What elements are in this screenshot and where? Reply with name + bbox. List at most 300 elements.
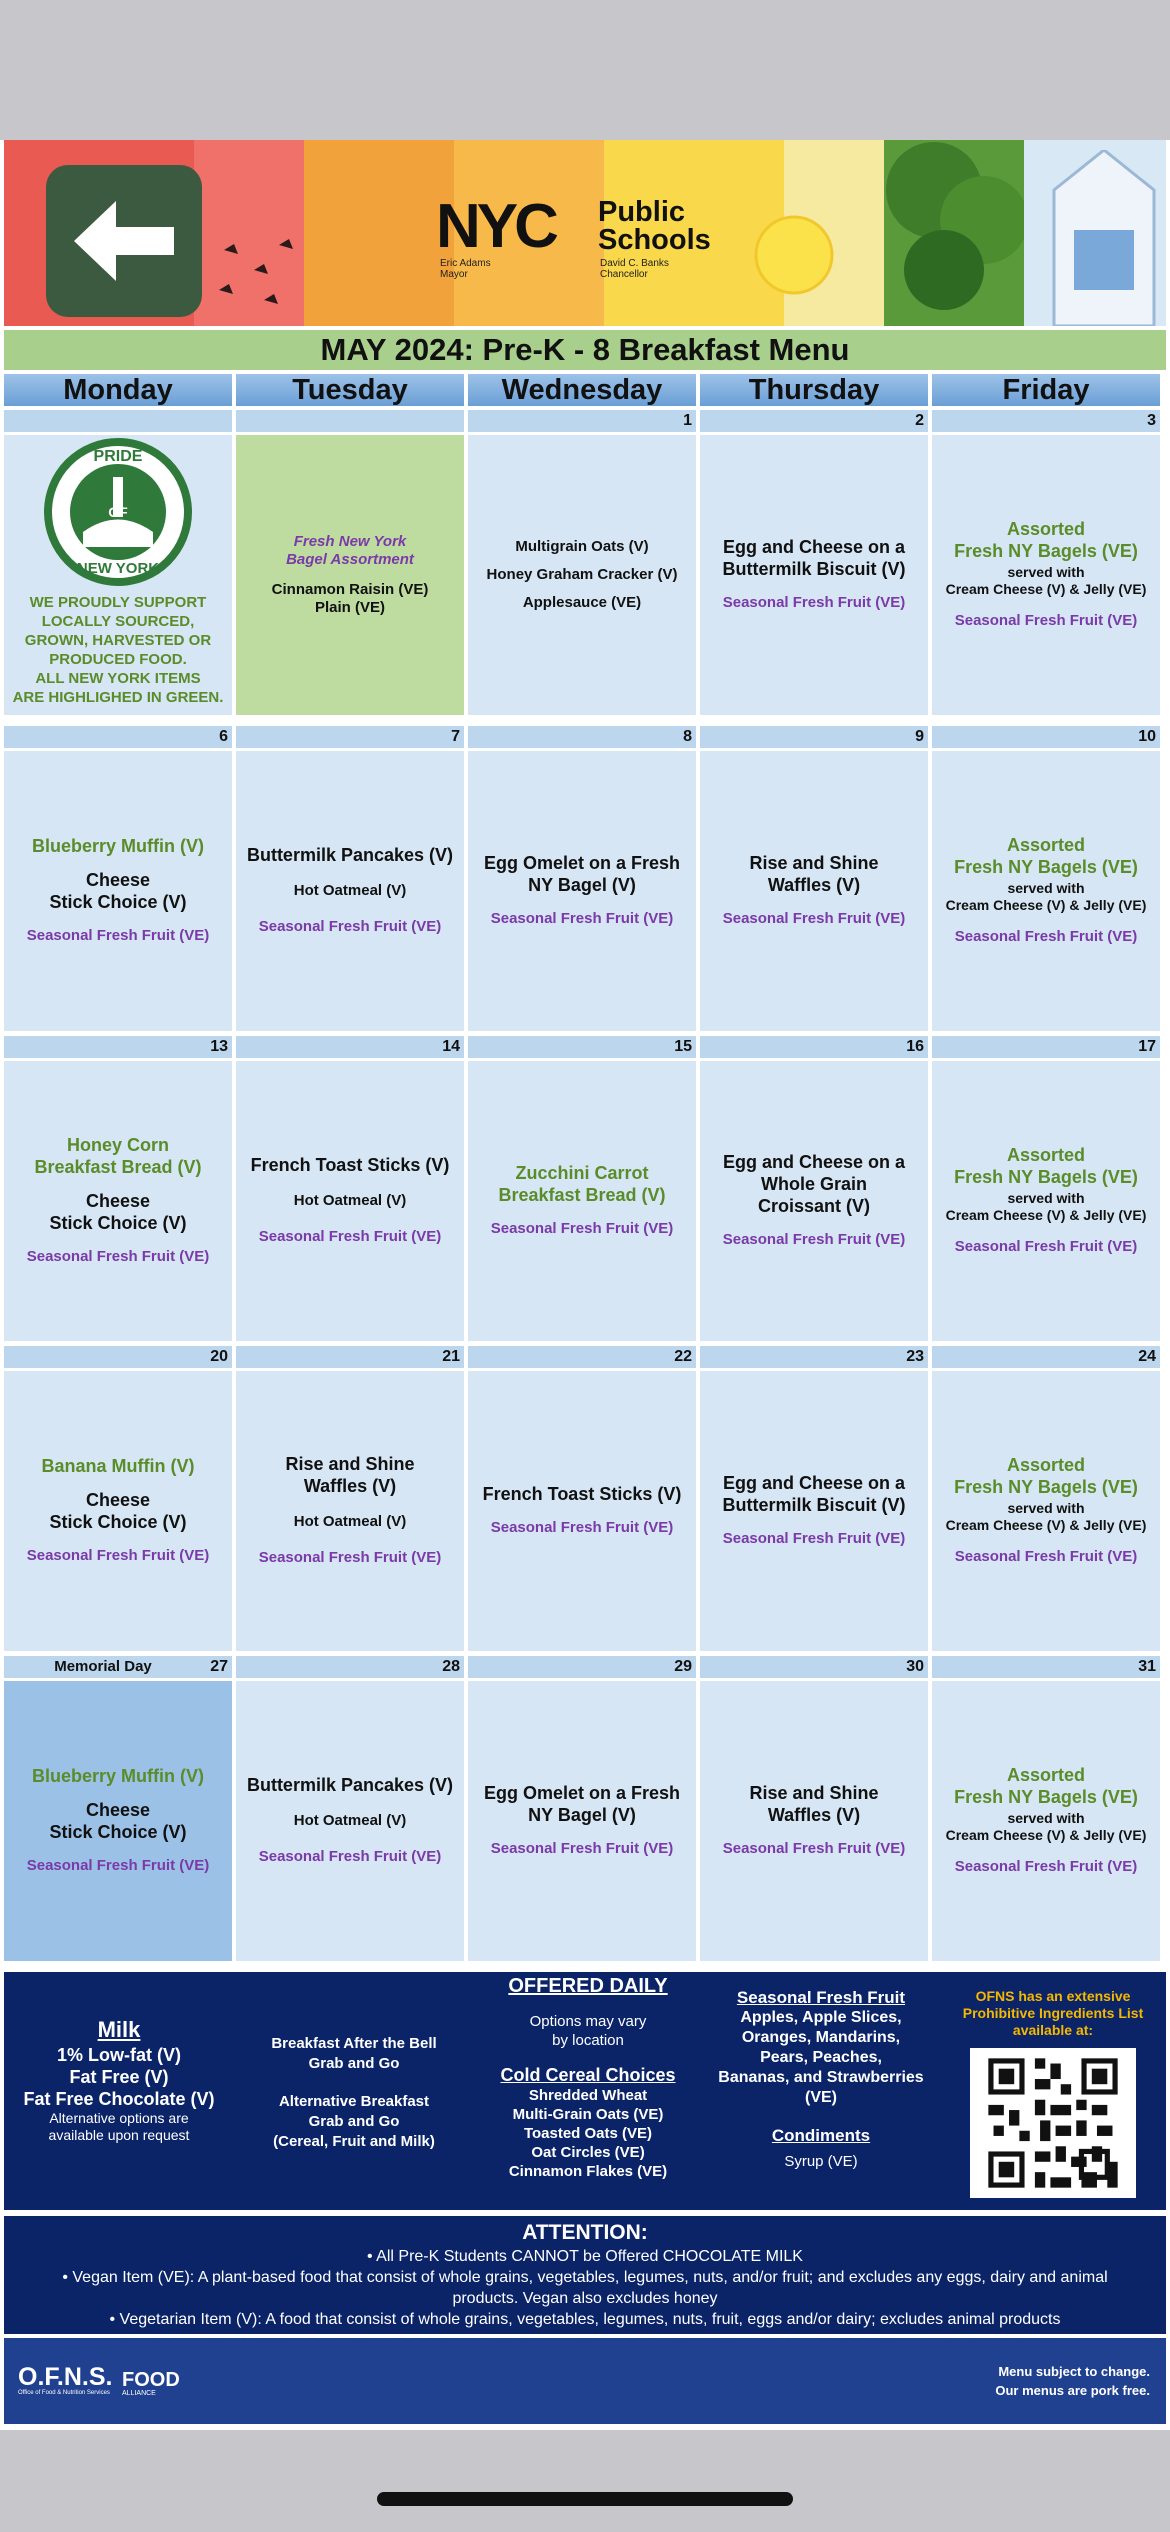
offered-note — [470, 2012, 706, 2050]
served-with-group — [946, 1190, 1147, 1224]
menu-cell — [932, 1061, 1160, 1341]
seasonal-fruit-label: Seasonal Fresh Fruit (VE) — [954, 1238, 1138, 1255]
date-row — [236, 1346, 464, 1368]
cereal-item: Toasted Oats (VE) — [523, 2125, 653, 2142]
chancellor-title: Chancellor — [600, 269, 648, 280]
menu-item-group — [49, 1799, 186, 1843]
menu-item-line: Buttermilk Biscuit (V) — [722, 1495, 906, 1515]
home-indicator[interactable] — [377, 2492, 793, 2506]
cereal-items — [470, 2086, 706, 2181]
seasonal-fruit-label: Seasonal Fresh Fruit (VE) — [258, 1549, 442, 1566]
food-alliance-logo — [122, 2370, 180, 2397]
pride-of-new-york-logo — [43, 437, 193, 587]
ny-item-line: Assorted — [1006, 835, 1085, 855]
breakfast-options-block — [238, 2034, 470, 2152]
ny-item-line: Fresh NY Bagels (VE) — [954, 541, 1138, 561]
date-number: 24 — [1138, 1348, 1156, 1365]
menu-cell — [236, 1371, 464, 1651]
menu-cell — [4, 1061, 232, 1341]
ny-bagel-heading — [286, 533, 414, 569]
logo-schools-text: Schools — [598, 224, 711, 256]
footer-note-line: Menu subject to change. — [998, 2364, 1150, 2379]
fruit-items — [704, 2008, 938, 2108]
ny-item-line: Breakfast Bread (V) — [498, 1185, 666, 1205]
seasonal-fruit-label: Seasonal Fresh Fruit (VE) — [258, 1848, 442, 1865]
seasonal-fruit-label: Seasonal Fresh Fruit (VE) — [722, 1231, 906, 1248]
date-row — [4, 726, 232, 748]
date-number: 21 — [442, 1348, 460, 1365]
menu-item-line: Stick Choice (V) — [49, 1213, 187, 1233]
pride-logo-text: PRIDE — [93, 448, 143, 465]
seasonal-fruit-label: Seasonal Fresh Fruit (VE) — [490, 1519, 674, 1536]
chancellor-credit — [600, 258, 669, 280]
menu-item-group — [484, 852, 680, 896]
date-number: 3 — [1147, 412, 1156, 429]
nyc-public-schools-logo — [436, 192, 736, 280]
footer-bar — [4, 2338, 1166, 2424]
pride-statement-line: LOCALLY SOURCED, — [41, 613, 195, 630]
menu-item-group — [722, 1472, 905, 1516]
menu-item-line: Croissant (V) — [757, 1196, 870, 1216]
ny-item-line: Honey Corn — [66, 1135, 169, 1155]
after-bell-line: Breakfast After the Bell — [271, 2035, 437, 2052]
ny-item-group — [498, 1162, 665, 1206]
ny-item-group — [954, 834, 1138, 878]
menu-item-line: Stick Choice (V) — [49, 892, 187, 912]
milk-title: Milk — [97, 2017, 141, 2042]
banner — [4, 140, 1166, 326]
pride-logo-text: NEW YORK — [76, 560, 160, 577]
attention-line: • All Pre-K Students CANNOT be Offered CHOCOLATE MILK — [367, 2248, 803, 2265]
fruit-item: Oranges, Mandarins, — [741, 2029, 901, 2046]
menu-cell — [700, 435, 928, 715]
menu-item-line: French Toast Sticks (V) — [482, 1484, 682, 1504]
ny-item-line: Breakfast Bread (V) — [34, 1157, 202, 1177]
pride-statement — [13, 593, 224, 707]
menu-item-group — [749, 1782, 878, 1826]
milk-item: 1% Low-fat (V) — [57, 2045, 181, 2065]
menu-item-line: Egg and Cheese on a — [722, 1152, 906, 1172]
menu-item-line: Cheese — [85, 1490, 151, 1510]
menu-cell — [700, 1681, 928, 1961]
served-with-group — [946, 880, 1147, 914]
menu-cell — [236, 1681, 464, 1961]
day-header-monday: Monday — [4, 374, 232, 406]
menu-item-group — [483, 1483, 682, 1505]
ny-item-group — [954, 1144, 1138, 1188]
cereal-item: Cinnamon Flakes (VE) — [508, 2163, 668, 2180]
seasonal-fruit-label: Seasonal Fresh Fruit (VE) — [954, 612, 1138, 629]
offered-note-line: Options may vary — [529, 2013, 647, 2030]
seasonal-fruit-label: Seasonal Fresh Fruit (VE) — [722, 1840, 906, 1857]
menu-cell — [468, 1371, 696, 1651]
cereal-item: Shredded Wheat — [528, 2087, 648, 2104]
date-row — [468, 410, 696, 432]
menu-document — [0, 140, 1170, 2430]
menu-cell — [468, 1061, 696, 1341]
pride-statement-line: GROWN, HARVESTED OR — [24, 632, 212, 649]
date-row — [700, 1656, 928, 1678]
menu-item-line: NY Bagel (V) — [528, 1805, 636, 1825]
logo-public-text: Public — [598, 196, 686, 228]
menu-item-line: Buttermilk Biscuit (V) — [722, 559, 906, 579]
menu-cell — [468, 1681, 696, 1961]
seasonal-fruit-label: Seasonal Fresh Fruit (VE) — [490, 1840, 674, 1857]
date-row — [932, 1656, 1160, 1678]
date-row — [468, 1036, 696, 1058]
menu-item-group — [723, 1151, 905, 1217]
day-header-wednesday: Wednesday — [468, 374, 696, 406]
seasonal-fruit-label: Seasonal Fresh Fruit (VE) — [722, 1530, 906, 1547]
menu-item-line: Cheese — [85, 1800, 151, 1820]
chancellor-name: David C. Banks — [600, 258, 669, 269]
pride-statement-line: PRODUCED FOOD. — [49, 651, 187, 668]
date-row — [932, 1346, 1160, 1368]
milk-item: Fat Free (V) — [69, 2067, 169, 2087]
menu-title: MAY 2024: Pre-K - 8 Breakfast Menu — [4, 330, 1166, 370]
broccoli-art — [884, 140, 1024, 326]
ny-item-line: Banana Muffin (V) — [41, 1456, 195, 1476]
date-number: 30 — [906, 1658, 924, 1675]
menu-item-line: Buttermilk Pancakes (V) — [246, 1775, 454, 1795]
day-header-tuesday: Tuesday — [236, 374, 464, 406]
seasonal-fruit-label: Seasonal Fresh Fruit (VE) — [26, 1248, 210, 1265]
ny-item-group — [32, 835, 204, 857]
date-row — [4, 1036, 232, 1058]
served-with-line: served with — [1007, 1190, 1085, 1206]
condiments-items — [704, 2152, 938, 2172]
menu-item-line: Buttermilk Pancakes (V) — [246, 845, 454, 865]
ofns-note-line: Prohibitive Ingredients List — [962, 2005, 1144, 2021]
menu-item-line: Waffles (V) — [767, 1805, 861, 1825]
date-number: 13 — [210, 1038, 228, 1055]
menu-item-line: Rise and Shine — [749, 1783, 879, 1803]
ofns-note-line: OFNS has an extensive — [975, 1988, 1131, 2004]
menu-item-line: Multigrain Oats (V) — [515, 538, 649, 555]
served-with-line: Cream Cheese (V) & Jelly (VE) — [945, 1827, 1147, 1843]
mayor-credit — [440, 258, 491, 280]
attention-line: • Vegetarian Item (V): A food that consist of whole grains, vegetables, legumes, nuts, fruit, eggs and/or dairy; excludes animal products — [109, 2311, 1061, 2328]
egg-yolk-art — [744, 200, 844, 300]
date-row — [4, 410, 232, 432]
date-number: 20 — [210, 1348, 228, 1365]
condiment-item: Syrup (VE) — [784, 2153, 858, 2170]
attention-line: products. Vegan also excludes honey — [452, 2290, 718, 2307]
seasonal-fruit-label: Seasonal Fresh Fruit (VE) — [490, 1220, 674, 1237]
menu-item-line: Hot Oatmeal (V) — [293, 882, 407, 899]
date-number: 31 — [1138, 1658, 1156, 1675]
served-with-line: served with — [1007, 564, 1085, 580]
served-with-line: served with — [1007, 1810, 1085, 1826]
footer-note — [995, 2362, 1150, 2400]
date-number: 8 — [683, 728, 692, 745]
footer-note-line: Our menus are pork free. — [995, 2383, 1150, 2398]
menu-cell — [932, 435, 1160, 715]
ny-item-group — [954, 1454, 1138, 1498]
ny-item-line: Blueberry Muffin (V) — [31, 1766, 204, 1786]
date-number: 6 — [219, 728, 228, 745]
date-number: 10 — [1138, 728, 1156, 745]
ofns-logo: O.F.N.S. — [18, 2363, 113, 2391]
menu-item-line: Plain (VE) — [314, 599, 385, 616]
menu-item-line: Whole Grain — [760, 1174, 867, 1194]
fruit-item: Bananas, and Strawberries — [718, 2069, 924, 2086]
menu-item-line: Stick Choice (V) — [49, 1822, 187, 1842]
menu-item-line: Cinnamon Raisin (VE) — [271, 581, 429, 598]
menu-item-line: Stick Choice (V) — [49, 1512, 187, 1532]
holiday-label: Memorial Day — [54, 1658, 152, 1675]
menu-item-line: Hot Oatmeal (V) — [293, 1192, 407, 1209]
milk-block — [4, 2016, 234, 2144]
served-with-group — [946, 1500, 1147, 1534]
ny-item-line: Zucchini Carrot — [515, 1163, 649, 1183]
menu-item-line: Cheese — [85, 1191, 151, 1211]
date-number: 15 — [674, 1038, 692, 1055]
menu-cell — [236, 435, 464, 715]
ofns-note-line: available at: — [1012, 2022, 1094, 2038]
food-logo-text: FOOD — [122, 2369, 180, 2391]
menu-cell — [468, 435, 696, 715]
date-row — [4, 1346, 232, 1368]
offered-daily-panel — [4, 1972, 1166, 2210]
menu-item-line: NY Bagel (V) — [528, 875, 636, 895]
date-row — [468, 1656, 696, 1678]
cereal-title: Cold Cereal Choices — [500, 2065, 676, 2085]
alt-breakfast-line: (Cereal, Fruit and Milk) — [273, 2133, 435, 2150]
served-with-line: Cream Cheese (V) & Jelly (VE) — [945, 897, 1147, 913]
condiments-title: Condiments — [771, 2126, 871, 2145]
menu-cell — [236, 1061, 464, 1341]
ny-item-line: Blueberry Muffin (V) — [31, 836, 204, 856]
pride-statement-line: ALL NEW YORK ITEMS — [35, 670, 201, 687]
alt-breakfast-line: Alternative Breakfast — [278, 2093, 430, 2110]
day-header-thursday: Thursday — [700, 374, 928, 406]
fruit-block — [704, 1988, 938, 2172]
date-row — [236, 1036, 464, 1058]
menu-item-line: Egg Omelet on a Fresh — [483, 1783, 681, 1803]
mayor-title: Mayor — [440, 269, 468, 280]
served-with-group — [946, 564, 1147, 598]
served-with-group — [946, 1810, 1147, 1844]
ofns-logo-subtitle: Office of Food & Nutrition Services — [18, 2390, 110, 2396]
date-number: 28 — [442, 1658, 460, 1675]
date-number: 29 — [674, 1658, 692, 1675]
menu-item-line: French Toast Sticks (V) — [250, 1155, 450, 1175]
menu-cell — [4, 435, 232, 715]
seasonal-fruit-label: Seasonal Fresh Fruit (VE) — [26, 1547, 210, 1564]
menu-cell — [700, 1061, 928, 1341]
seasonal-fruit-label: Seasonal Fresh Fruit (VE) — [954, 1858, 1138, 1875]
ny-item-line: Assorted — [1006, 1455, 1085, 1475]
pride-logo-text: OF — [108, 504, 128, 520]
menu-item-group — [484, 1782, 680, 1826]
fruit-title: Seasonal Fresh Fruit — [736, 1988, 906, 2007]
pride-statement-line: ARE HIGHLIGHED IN GREEN. — [12, 689, 224, 706]
seasonal-fruit-label: Seasonal Fresh Fruit (VE) — [26, 927, 210, 944]
logo-public-schools-text — [598, 198, 711, 254]
alternative-breakfast-text — [238, 2092, 470, 2152]
menu-item-group — [49, 1489, 186, 1533]
menu-cell — [4, 1681, 232, 1961]
menu-item-group — [49, 869, 186, 913]
ny-item-line: Fresh NY Bagels (VE) — [954, 1477, 1138, 1497]
milk-note-line: available upon request — [48, 2127, 190, 2143]
date-row — [932, 726, 1160, 748]
ofns-block — [940, 1988, 1166, 2039]
date-number: 17 — [1138, 1038, 1156, 1055]
menu-item-group — [294, 878, 407, 904]
date-row — [932, 410, 1160, 432]
menu-item-group — [294, 1808, 407, 1834]
ny-item-group — [34, 1134, 201, 1178]
attention-panel — [4, 2216, 1166, 2334]
watermelon-seeds-art — [194, 220, 314, 320]
date-number: 2 — [915, 412, 924, 429]
cereal-item: Oat Circles (VE) — [531, 2144, 645, 2161]
seasonal-fruit-label: Seasonal Fresh Fruit (VE) — [954, 1548, 1138, 1565]
menu-item-line: Honey Graham Cracker (V) — [486, 566, 678, 583]
menu-cell — [700, 1371, 928, 1651]
date-row — [236, 726, 464, 748]
fruit-item: (VE) — [805, 2089, 837, 2106]
menu-cell — [4, 751, 232, 1031]
cereal-item: Multi-Grain Oats (VE) — [512, 2106, 664, 2123]
menu-item-group — [722, 536, 905, 580]
seasonal-fruit-label: Seasonal Fresh Fruit (VE) — [722, 594, 906, 611]
date-row — [700, 1036, 928, 1058]
date-row — [700, 726, 928, 748]
menu-item-line: Applesauce (VE) — [522, 594, 642, 611]
seasonal-fruit-label: Seasonal Fresh Fruit (VE) — [26, 1857, 210, 1874]
date-number: 16 — [906, 1038, 924, 1055]
menu-item-group — [294, 1509, 407, 1535]
menu-item-line: Rise and Shine — [749, 853, 879, 873]
offered-note-line: by location — [552, 2032, 624, 2049]
menu-item-group — [272, 581, 429, 617]
served-with-line: Cream Cheese (V) & Jelly (VE) — [945, 1207, 1147, 1223]
seasonal-fruit-label: Seasonal Fresh Fruit (VE) — [722, 910, 906, 927]
qr-code[interactable] — [970, 2048, 1136, 2198]
orange-art — [304, 140, 454, 326]
date-number: 23 — [906, 1348, 924, 1365]
ny-item-line: Fresh NY Bagels (VE) — [954, 857, 1138, 877]
attention-title: ATTENTION: — [522, 2221, 648, 2244]
menu-cell — [932, 1371, 1160, 1651]
date-number: 7 — [451, 728, 460, 745]
milk-item: Fat Free Chocolate (V) — [23, 2089, 215, 2109]
menu-item-line: Rise and Shine — [285, 1454, 415, 1474]
menu-item-group — [285, 1453, 414, 1497]
attention-line: • Vegan Item (VE): A plant-based food that consist of whole grains, vegetables, legumes, nuts, and/or fruit; and excludes any eggs, dairy and animal — [62, 2269, 1108, 2286]
date-row — [468, 1346, 696, 1368]
mayor-name: Eric Adams — [440, 258, 491, 269]
menu-item-group — [251, 1154, 450, 1176]
ny-item-group — [954, 1764, 1138, 1808]
menu-item-group — [487, 528, 678, 622]
fruit-item: Apples, Apple Slices, — [740, 2009, 902, 2026]
date-row — [236, 1656, 464, 1678]
attention-lines — [4, 2246, 1166, 2330]
menu-item-line: Waffles (V) — [767, 875, 861, 895]
ny-item-line: Fresh NY Bagels (VE) — [954, 1787, 1138, 1807]
ny-item-group — [954, 518, 1138, 562]
ny-item-group — [32, 1765, 204, 1787]
served-with-line: served with — [1007, 880, 1085, 896]
menu-cell — [4, 1371, 232, 1651]
after-bell-text — [238, 2034, 470, 2074]
menu-item-group — [749, 852, 878, 896]
menu-item-line: Egg and Cheese on a — [722, 1473, 906, 1493]
date-row — [700, 410, 928, 432]
ny-item-line: Assorted — [1006, 1145, 1085, 1165]
seasonal-fruit-label: Seasonal Fresh Fruit (VE) — [490, 910, 674, 927]
milk-note-line: Alternative options are — [49, 2110, 189, 2126]
food-logo-subtitle: ALLIANCE — [122, 2390, 156, 2397]
menu-item-line: Hot Oatmeal (V) — [293, 1812, 407, 1829]
seasonal-fruit-label: Seasonal Fresh Fruit (VE) — [258, 918, 442, 935]
ny-bagel-heading-line: Bagel Assortment — [286, 551, 414, 568]
seasonal-fruit-label: Seasonal Fresh Fruit (VE) — [954, 928, 1138, 945]
menu-cell — [468, 751, 696, 1031]
arrow-left-icon — [74, 201, 174, 281]
ny-item-group — [42, 1455, 195, 1477]
menu-item-line: Hot Oatmeal (V) — [293, 1513, 407, 1530]
back-button[interactable] — [46, 165, 202, 317]
date-number: 27 — [210, 1658, 228, 1675]
menu-item-group — [294, 1188, 407, 1214]
menu-item-line: Egg Omelet on a Fresh — [483, 853, 681, 873]
date-row — [4, 1656, 232, 1678]
served-with-line: served with — [1007, 1500, 1085, 1516]
after-bell-line: Grab and Go — [308, 2055, 400, 2072]
fruit-item: Pears, Peaches, — [760, 2049, 882, 2066]
date-row — [468, 726, 696, 748]
offered-daily-block — [470, 1974, 706, 2181]
day-header-friday: Friday — [932, 374, 1160, 406]
alt-breakfast-line: Grab and Go — [308, 2113, 400, 2130]
date-number: 9 — [915, 728, 924, 745]
milk-items — [4, 2044, 234, 2110]
served-with-line: Cream Cheese (V) & Jelly (VE) — [945, 581, 1147, 597]
date-row — [236, 410, 464, 432]
ny-item-line: Fresh NY Bagels (VE) — [954, 1167, 1138, 1187]
date-number: 14 — [442, 1038, 460, 1055]
seasonal-fruit-label: Seasonal Fresh Fruit (VE) — [258, 1228, 442, 1245]
logo-nyc-text: NYC — [436, 192, 555, 261]
ny-bagel-heading-line: Fresh New York — [293, 533, 407, 550]
menu-item-group — [49, 1190, 186, 1234]
ny-item-line: Assorted — [1006, 1765, 1085, 1785]
date-row — [932, 1036, 1160, 1058]
ofns-note — [940, 1988, 1166, 2039]
menu-cell — [932, 1681, 1160, 1961]
menu-cell — [700, 751, 928, 1031]
menu-item-group — [247, 1774, 453, 1796]
date-number: 22 — [674, 1348, 692, 1365]
menu-cell — [932, 751, 1160, 1031]
pride-statement-line: WE PROUDLY SUPPORT — [29, 594, 207, 611]
menu-item-group — [247, 844, 453, 866]
menu-item-line: Egg and Cheese on a — [722, 537, 906, 557]
served-with-line: Cream Cheese (V) & Jelly (VE) — [945, 1517, 1147, 1533]
ny-item-line: Assorted — [1006, 519, 1085, 539]
menu-item-line: Waffles (V) — [303, 1476, 397, 1496]
milk-carton-art — [1034, 150, 1164, 326]
date-row — [700, 1346, 928, 1368]
date-number: 1 — [683, 412, 692, 429]
menu-item-line: Cheese — [85, 870, 151, 890]
offered-daily-title: OFFERED DAILY — [508, 1975, 668, 1997]
